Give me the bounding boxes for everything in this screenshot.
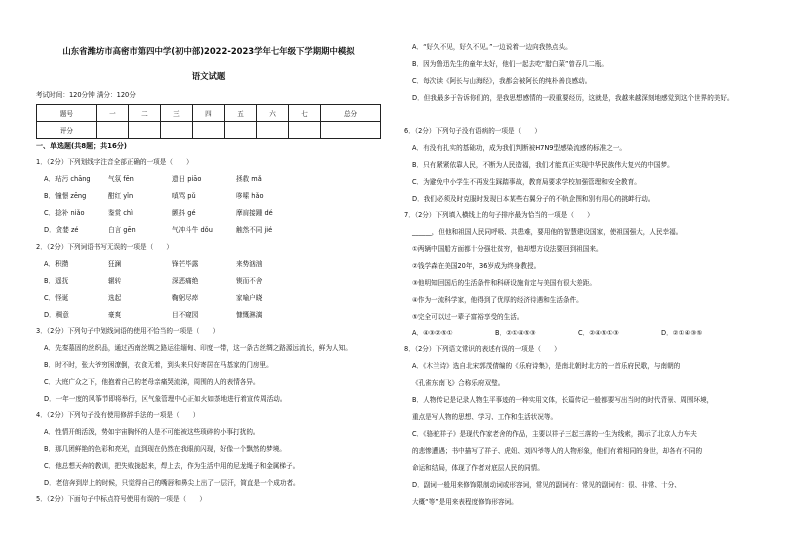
q8-option-a-line2: 《孔雀东南飞》合称乐府双璧。: [412, 379, 505, 387]
q7-option: C．②④⑤①③: [578, 329, 619, 337]
q1-stem: 1．（2分）下列划线字注音全部正确的一项是（ ）: [36, 158, 193, 166]
q7-options: [412, 329, 744, 338]
q1-option: 酣红 yǐn: [108, 192, 134, 200]
q1-option: 气氛 fēn: [108, 175, 134, 183]
q5-stem: 5．（2分）下面句子中标点符号使用有误的一项是（ ）: [36, 495, 206, 503]
q7-option: D．②①④③⑤: [661, 329, 703, 337]
q7-option: A．④③②⑤①: [412, 329, 453, 337]
section-heading-1: 一、单选题(共8题；共16分): [36, 142, 128, 150]
q7-lead-sentence: ______，但他和祖国人民同呼吸、共患难，要用他的智慧建设国家，使祖国强大，人民幸福。: [412, 228, 683, 236]
score-cell: [128, 122, 160, 139]
q1-option: 拯救 mǎ: [236, 175, 262, 183]
q2-option: 鞠躬尽瘁: [172, 294, 199, 302]
q2-option: 深恶痛绝: [172, 277, 199, 285]
q2-option: B．遥抚: [44, 277, 69, 285]
q2-option: 锲而不舍: [236, 277, 263, 285]
q6-option-a: A．有没有扎实的基础功，成为我们判断被H7N9型感染流感的标准之一。: [412, 144, 627, 152]
q6-stem: 6．（2分）下列句子没有语病的一项是（ ）: [404, 127, 541, 135]
q2-option: 慷慨淋漓: [236, 311, 263, 319]
q2-option-row-a: [44, 260, 300, 269]
q1-option-row-a: [44, 175, 300, 184]
score-row-label: 评分: [37, 122, 97, 139]
q6-option-d: D．我们必须及时克服时发现日本某些右翼分子的不轨企图和别有用心的挑衅行动。: [412, 195, 655, 203]
q2-option: 选起: [108, 294, 122, 302]
q5-option-c: C．每次读《阿长与山海经》，我都会被阿长的纯朴善良感动。: [412, 77, 592, 85]
q1-option-row-c: [44, 209, 300, 218]
q4-option-a: A．性情开朗活泼，势如宇宙胸怀的人是不可能被这些琐碎的小事打扰的。: [44, 428, 260, 436]
q6-option-c: C．为避免中小学生不再发生踩踏事故，教育局要求学校加强管理和安全教育。: [412, 178, 641, 186]
q4-option-c: C．他总想天奔的教训，把失败拢起来，焊上去，作为生活中用的尼龙绳子和金属梯子。: [44, 462, 300, 470]
q2-option: 辗转: [108, 277, 122, 285]
q1-option: 摩肩接踵 dé: [236, 209, 273, 217]
q1-option: 鉴赏 chì: [108, 209, 133, 217]
q2-option: C．怪诞: [44, 294, 69, 302]
score-table-header: 五: [224, 105, 256, 122]
q2-option: A．积攒: [44, 260, 69, 268]
q6-option-b: B．只有紧紧依靠人民，不断为人民造福，我们才能真正实现中华民族伟大复兴的中国梦。: [412, 161, 674, 169]
q5-option-b: B．因为鲁迅先生的童年太好，他们一起去吃“腊白菜”曾吞几二瓶。: [412, 60, 608, 68]
score-table-header: 六: [257, 105, 289, 122]
q3-option-c: C．大庭广众之下，他抱着自己的老母亲痛哭流涕，周围的人的表情各异。: [44, 378, 260, 386]
q2-option-row-d: [44, 311, 300, 320]
score-cell: [224, 122, 256, 139]
q1-option: A．玷污 chāng: [44, 175, 91, 183]
q2-option: D．稠意: [44, 311, 69, 319]
q3-option-a: A．先秦墓固的丝织品，通过西南丝绸之路运往缅甸、印度一带，这一条古丝绸之路源远流长，鲜为人知。: [44, 344, 352, 352]
score-table-header: 一: [96, 105, 128, 122]
exam-title-line1: 山东省潍坊市高密市第四中学(初中部)2022-2023学年七年级下学期期中模拟: [62, 46, 355, 56]
q5-option-a: A．“好久不见，好久不见。”一边说着一边向我热点头。: [412, 43, 572, 51]
q1-option: 遗日 piāo: [172, 175, 202, 183]
q4-option-b: B．那几团鲜艳的色彩和亮光，直到现在仍然在我眼前闪现，好像一个飘然的梦境。: [44, 445, 286, 453]
q5-option-d: D．但我最多于告诉你们的，是我思想感情的一段重要经历，这就是，我越来越深刻地感觉到这个世界的美好。: [412, 94, 734, 102]
q2-option-row-b: [44, 277, 300, 286]
score-table-header: 三: [160, 105, 192, 122]
q3-option-b: B．时不时，张大爷穷困潦倒，衣食无着，到头来只好寄居在马基家的门房里。: [44, 361, 273, 369]
q7-option: B．②①④⑤③: [495, 329, 536, 337]
q7-stem: 7．（2分）下列填入横线上的句子排序最为恰当的一项是（ ）: [404, 211, 594, 219]
q3-option-d: D．一年一度的风筝节即将举行，区气象管理中心正如火如荼地进行着宣传周活动。: [44, 395, 287, 403]
score-cell: [257, 122, 289, 139]
q1-option: C．捻补 niǎo: [44, 209, 85, 217]
q7-item: ⑤完全可以过一辈子富裕享受的生活。: [412, 313, 524, 321]
score-cell: [321, 122, 381, 139]
q1-option: 白言 gēn: [108, 226, 136, 234]
q3-stem: 3．（2分）下列句子中划线词语的使用不恰当的一项是（ ）: [36, 327, 220, 335]
q1-option: 触然不同 jié: [236, 226, 273, 234]
q7-item: ②钱学森在美国20年，36岁成为终身教授。: [412, 262, 541, 270]
score-table-header: 二: [128, 105, 160, 122]
q8-option-a-line1: A．《木兰诗》选自北宋郭茂倩编的《乐府诗集》，是南北朝时北方的一首乐府民歌，与南朝的: [412, 362, 681, 370]
q2-option: 豪爽: [108, 311, 122, 319]
q1-option: 颤抖 gé: [172, 209, 196, 217]
exam-info: 考试时间：120分钟 满分：120分: [36, 91, 136, 99]
q8-option-c-line3: 命运和结局，体现了作者对底层人民的同情。: [412, 464, 544, 472]
score-table: [36, 104, 381, 139]
q4-stem: 4．（2分）下列句子没有使用修辞手法的一项是（ ）: [36, 411, 200, 419]
score-table-header-row: [37, 105, 381, 122]
q8-option-b-line1: B．人物传记是记录人物生平事迹的一种实用文体，长篇传记一般都要写出当时的时代背景、周围环境，: [412, 396, 714, 404]
score-table-header: 总分: [321, 105, 381, 122]
q1-option: 嗔骂 pǔ: [172, 192, 196, 200]
q8-stem: 8．（2分）下列语文常识的表述有误的一项是（ ）: [404, 345, 561, 353]
q1-option: 哆嗦 hǎo: [236, 192, 264, 200]
q1-option-row-b: [44, 192, 300, 201]
score-table-header: 四: [192, 105, 224, 122]
q1-option-row-d: [44, 226, 300, 235]
q2-option: 锋芒毕露: [172, 260, 199, 268]
score-cell: [289, 122, 321, 139]
exam-title-line2: 语文试题: [191, 71, 226, 81]
q4-option-d: D．老信奔到岸上的时候，只觉得自己的嘴唇和鼻尖上出了一层汗，简直是一个成功者。: [44, 479, 300, 487]
score-cell: [192, 122, 224, 139]
q1-option: B．憧憬 zēng: [44, 192, 87, 200]
q8-option-d-line1: D．副词一般用来修饰限制动词或形容词，常见的副词有：常见的副词有：很、非常、十分、: [412, 481, 681, 489]
q2-stem: 2．（2分）下列词语书写无误的一项是（ ）: [36, 243, 173, 251]
q7-item: ④作为一流科学家，他得到了优厚的经济待遇和生活条件。: [412, 296, 583, 304]
score-table-score-row: [37, 122, 381, 139]
q8-option-d-line2: 大概“等”是用来表程度修饰形容词。: [412, 498, 518, 506]
score-cell: [160, 122, 192, 139]
q2-option: 目不窥园: [172, 311, 199, 319]
q8-option-b-line2: 重点是写人物的思想、学习、工作和生活状况等。: [412, 413, 558, 421]
q7-item: ③他明知回国后的生活条件和科研设施肯定与美国有很大差距。: [412, 279, 596, 287]
q8-option-c-line2: 的悲惨遭遇；书中描写了祥子、虎妞、刘四爷等人的人物形象，他们有着相同的身世，却各有不同的: [412, 447, 703, 455]
score-table-header: 七: [289, 105, 321, 122]
q1-option: 气冲斗牛 dǒu: [172, 226, 213, 234]
score-table-header: 题号: [37, 105, 97, 122]
q1-option: D．贪婪 zé: [44, 226, 79, 234]
q2-option-row-c: [44, 294, 300, 303]
q2-option: 家喻户晓: [236, 294, 263, 302]
score-cell: [96, 122, 128, 139]
q8-option-c-line1: C．《骆驼祥子》是现代作家老舍的作品，主要以祥子三起三落的一生为线索，揭示了北京人力车夫: [412, 430, 697, 438]
q2-option: 狂澜: [108, 260, 122, 268]
q7-item: ①两辆中国船方面都十分强壮贫穷，他却想方设法要回到祖国来。: [412, 245, 603, 253]
q2-option: 来势汹汹: [236, 260, 263, 268]
